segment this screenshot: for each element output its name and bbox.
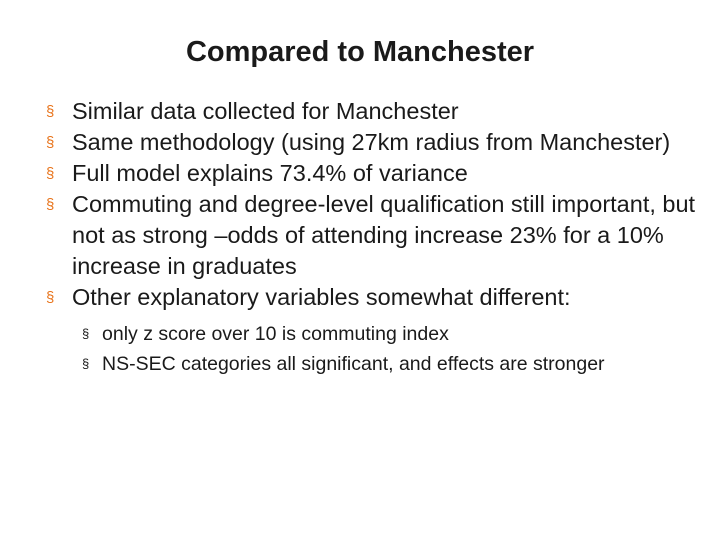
subbullet-item — [72, 321, 696, 347]
bullet-item — [46, 158, 696, 189]
bullet-list — [46, 96, 696, 377]
bullet-text: Full model explains 73.4% of variance — [72, 160, 468, 186]
slide-title: Compared to Manchester — [185, 36, 535, 68]
bullet-marker-icon: § — [46, 196, 55, 213]
bullet-item — [46, 282, 696, 377]
subbullet-item — [72, 351, 696, 377]
bullet-text: Commuting and degree-level qualification still important, but not as strong –odds of attending increase 23% for a 10% increase in graduates — [72, 191, 696, 279]
subbullet-text: only z score over 10 is commuting index — [102, 323, 449, 345]
bullet-marker-icon: § — [46, 103, 55, 120]
subbullet-marker-icon: § — [82, 356, 90, 371]
bullet-item — [46, 127, 696, 158]
bullet-marker-icon: § — [46, 165, 55, 182]
bullet-text: Same methodology (using 27km radius from Manchester) — [72, 129, 671, 155]
bullet-marker-icon: § — [46, 134, 55, 151]
bullet-item — [46, 96, 696, 127]
subbullet-marker-icon: § — [82, 326, 90, 341]
bullet-text: Other explanatory variables somewhat different: — [72, 284, 571, 310]
bullet-text: Similar data collected for Manchester — [72, 98, 459, 124]
bullet-item — [46, 189, 696, 282]
subbullet-text: NS-SEC categories all significant, and effects are stronger — [102, 353, 605, 375]
bullet-marker-icon: § — [46, 289, 55, 306]
subbullet-list — [72, 321, 696, 377]
